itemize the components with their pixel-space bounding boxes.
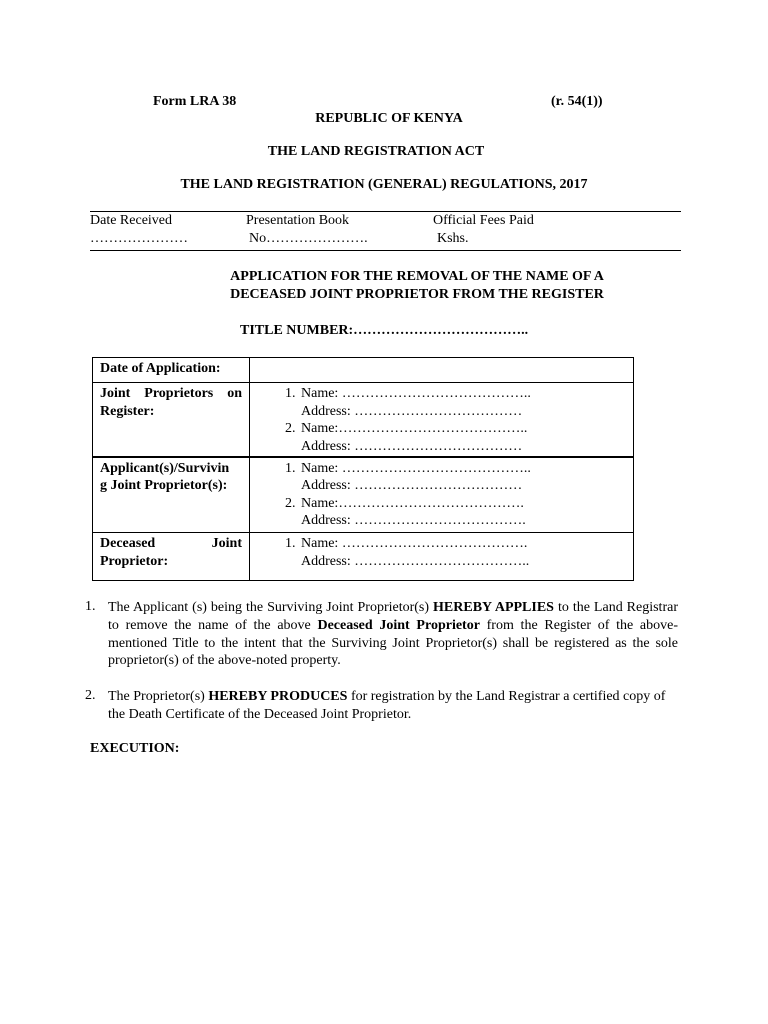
- joint-proprietors-label: [93, 383, 250, 457]
- list-item: 2. Name:…………………………………..: [285, 421, 528, 437]
- form-number: Form LRA 38: [153, 94, 237, 109]
- execution-heading: EXECUTION:: [90, 741, 180, 756]
- list-item: 1. Name: …………………………………..: [285, 460, 531, 476]
- bottom-divider: [90, 250, 681, 251]
- joint-proprietors-label-line2: Register:: [100, 403, 155, 419]
- list-item: [250, 553, 633, 571]
- application-title-line2: DECEASED JOINT PROPRIETOR FROM THE REGISTER: [230, 287, 604, 302]
- applicants-label-line2: g Joint Proprietor(s):: [100, 478, 228, 494]
- official-fees-value: Kshs.: [437, 231, 469, 246]
- deceased-proprietor-label: [93, 533, 250, 581]
- republic-heading: REPUBLIC OF KENYA: [315, 111, 463, 126]
- rule-reference: (r. 54(1)): [551, 94, 603, 109]
- name-line: Name:…………………………………..: [301, 421, 528, 437]
- application-title-line1: APPLICATION FOR THE REMOVAL OF THE NAME OF A: [230, 269, 604, 284]
- applicants-label: [93, 457, 250, 533]
- date-received-label: Date Received: [90, 213, 173, 228]
- paragraph-1: The Applicant (s) being the Surviving Joint Proprietor(s) HEREBY APPLIES to the Land Registrar to remove the name of the above Deceased Joint Proprietor from the Register of the above-mentioned Title to the intent that the Surviving Joint Proprietor(s) shall be registered as the sole proprietor(s) of the above-noted property.: [108, 600, 679, 669]
- row-applicants: [93, 457, 634, 533]
- address-line: Address: ………………………………: [301, 438, 523, 454]
- joint-proprietors-field[interactable]: [250, 383, 634, 457]
- applicants-field[interactable]: [250, 457, 634, 533]
- date-of-application-label: Date of Application:: [93, 358, 250, 383]
- row-deceased-proprietor: [93, 533, 634, 581]
- paragraph-2-number: 2.: [85, 688, 96, 703]
- list-item: [250, 477, 633, 495]
- address-line: Address: ………………………………: [301, 403, 523, 419]
- name-line: Name: ………………………………….: [301, 536, 528, 551]
- act-heading: THE LAND REGISTRATION ACT: [267, 144, 485, 159]
- address-line: Address: ……………………………….: [301, 513, 526, 529]
- official-fees-label: Official Fees Paid: [433, 213, 534, 228]
- presentation-book-label: Presentation Book: [246, 213, 350, 228]
- deceased-proprietor-field[interactable]: [250, 533, 634, 581]
- deceased-label-line2: Proprietor:: [100, 553, 169, 569]
- name-line: Name:………………………………….: [301, 495, 524, 511]
- paragraph-1-number: 1.: [85, 599, 96, 614]
- list-item: [250, 438, 633, 456]
- date-received-value: …………………: [90, 231, 188, 246]
- application-details-table: [92, 357, 634, 581]
- list-item: 1. Name: ………………………………….: [285, 536, 528, 551]
- applicants-label-line1: Applicant(s)/Survivin: [100, 460, 230, 476]
- row-date-of-application: [93, 358, 634, 383]
- regulations-heading: THE LAND REGISTRATION (GENERAL) REGULATIONS, 2017: [180, 177, 588, 192]
- title-number: TITLE NUMBER:………………………………..: [240, 323, 529, 338]
- presentation-book-value: No………………….: [249, 231, 368, 246]
- row-joint-proprietors: [93, 383, 634, 457]
- deceased-label-line1: Deceased Joint: [100, 536, 242, 551]
- joint-proprietors-label-line1: Joint Proprietors on: [100, 386, 242, 401]
- list-item: 1. Name: …………………………………..: [285, 386, 531, 401]
- address-line: Address: ………………………………..: [301, 553, 530, 569]
- name-line: Name: …………………………………..: [301, 386, 531, 401]
- list-item: 2. Name:………………………………….: [285, 495, 524, 511]
- top-divider: [90, 211, 681, 212]
- name-line: Name: …………………………………..: [301, 460, 531, 476]
- address-line: Address: ………………………………: [301, 478, 523, 494]
- list-item: [250, 403, 633, 421]
- list-item: [250, 512, 633, 530]
- date-of-application-field[interactable]: [250, 358, 634, 383]
- paragraph-2: The Proprietor(s) HEREBY PRODUCES for registration by the Land Registrar a certified copy of the Death Certificate of the Deceased Joint Proprietor.: [108, 689, 666, 722]
